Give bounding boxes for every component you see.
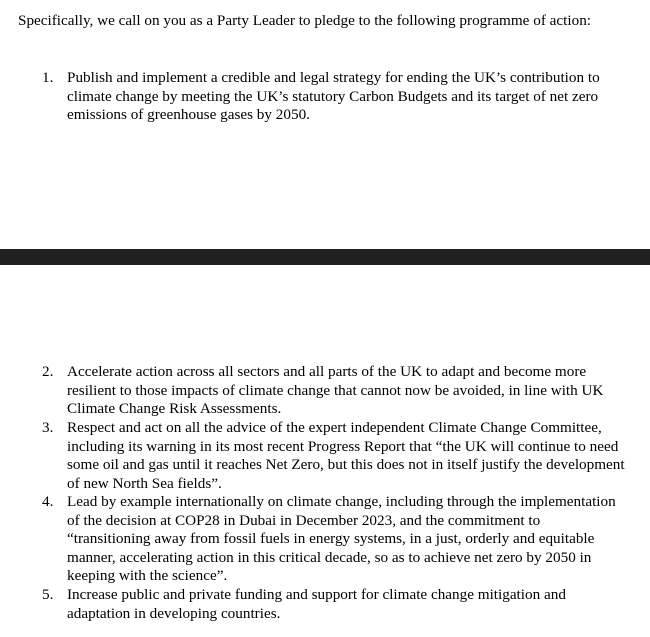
list-item [42,69,626,125]
list-item-text: Publish and implement a credible and legal strategy for ending the UK’s contribution to climate change by meeting the UK’s statutory Carbon Budgets and its target of net zero emissions of greenhouse gases by 2050. [67,69,600,124]
list-item [42,586,626,623]
list-item-number: 2. [42,363,54,380]
list-item [42,493,626,586]
list-item-number: 5. [42,586,54,603]
list-item-text: Increase public and private funding and support for climate change mitigation and adaptation in developing countries. [67,586,566,622]
list-item-number: 1. [42,69,54,86]
list-item-text: Respect and act on all the advice of the expert independent Climate Change Committee, including its warning in its most recent Progress Report that “the UK will continue to need some oil and gas until it reaches Net Zero, but this does not in itself justify the development of new North Sea fields”. [67,419,625,492]
list-item-text: Accelerate action across all sectors and all parts of the UK to adapt and become more resilient to those impacts of climate change that cannot now be avoided, in line with UK Climate Change Risk Assessments. [67,363,604,418]
list-item-number: 3. [42,419,54,436]
list-item-text: Lead by example internationally on climate change, including through the implementation of the decision at COP28 in Dubai in December 2023, and the commitment to “transitioning away from fossil fuels in energy systems, in a just, orderly and equitable manner, accelerating action in this critical decade, so as to achieve net zero by 2050 in keeping with the science”. [67,493,616,585]
list-item [42,419,626,493]
list-item [42,363,626,419]
intro-paragraph: Specifically, we call on you as a Party Leader to pledge to the following programme of action: [18,12,592,29]
page-divider [0,249,650,265]
list-item-number: 4. [42,493,54,510]
